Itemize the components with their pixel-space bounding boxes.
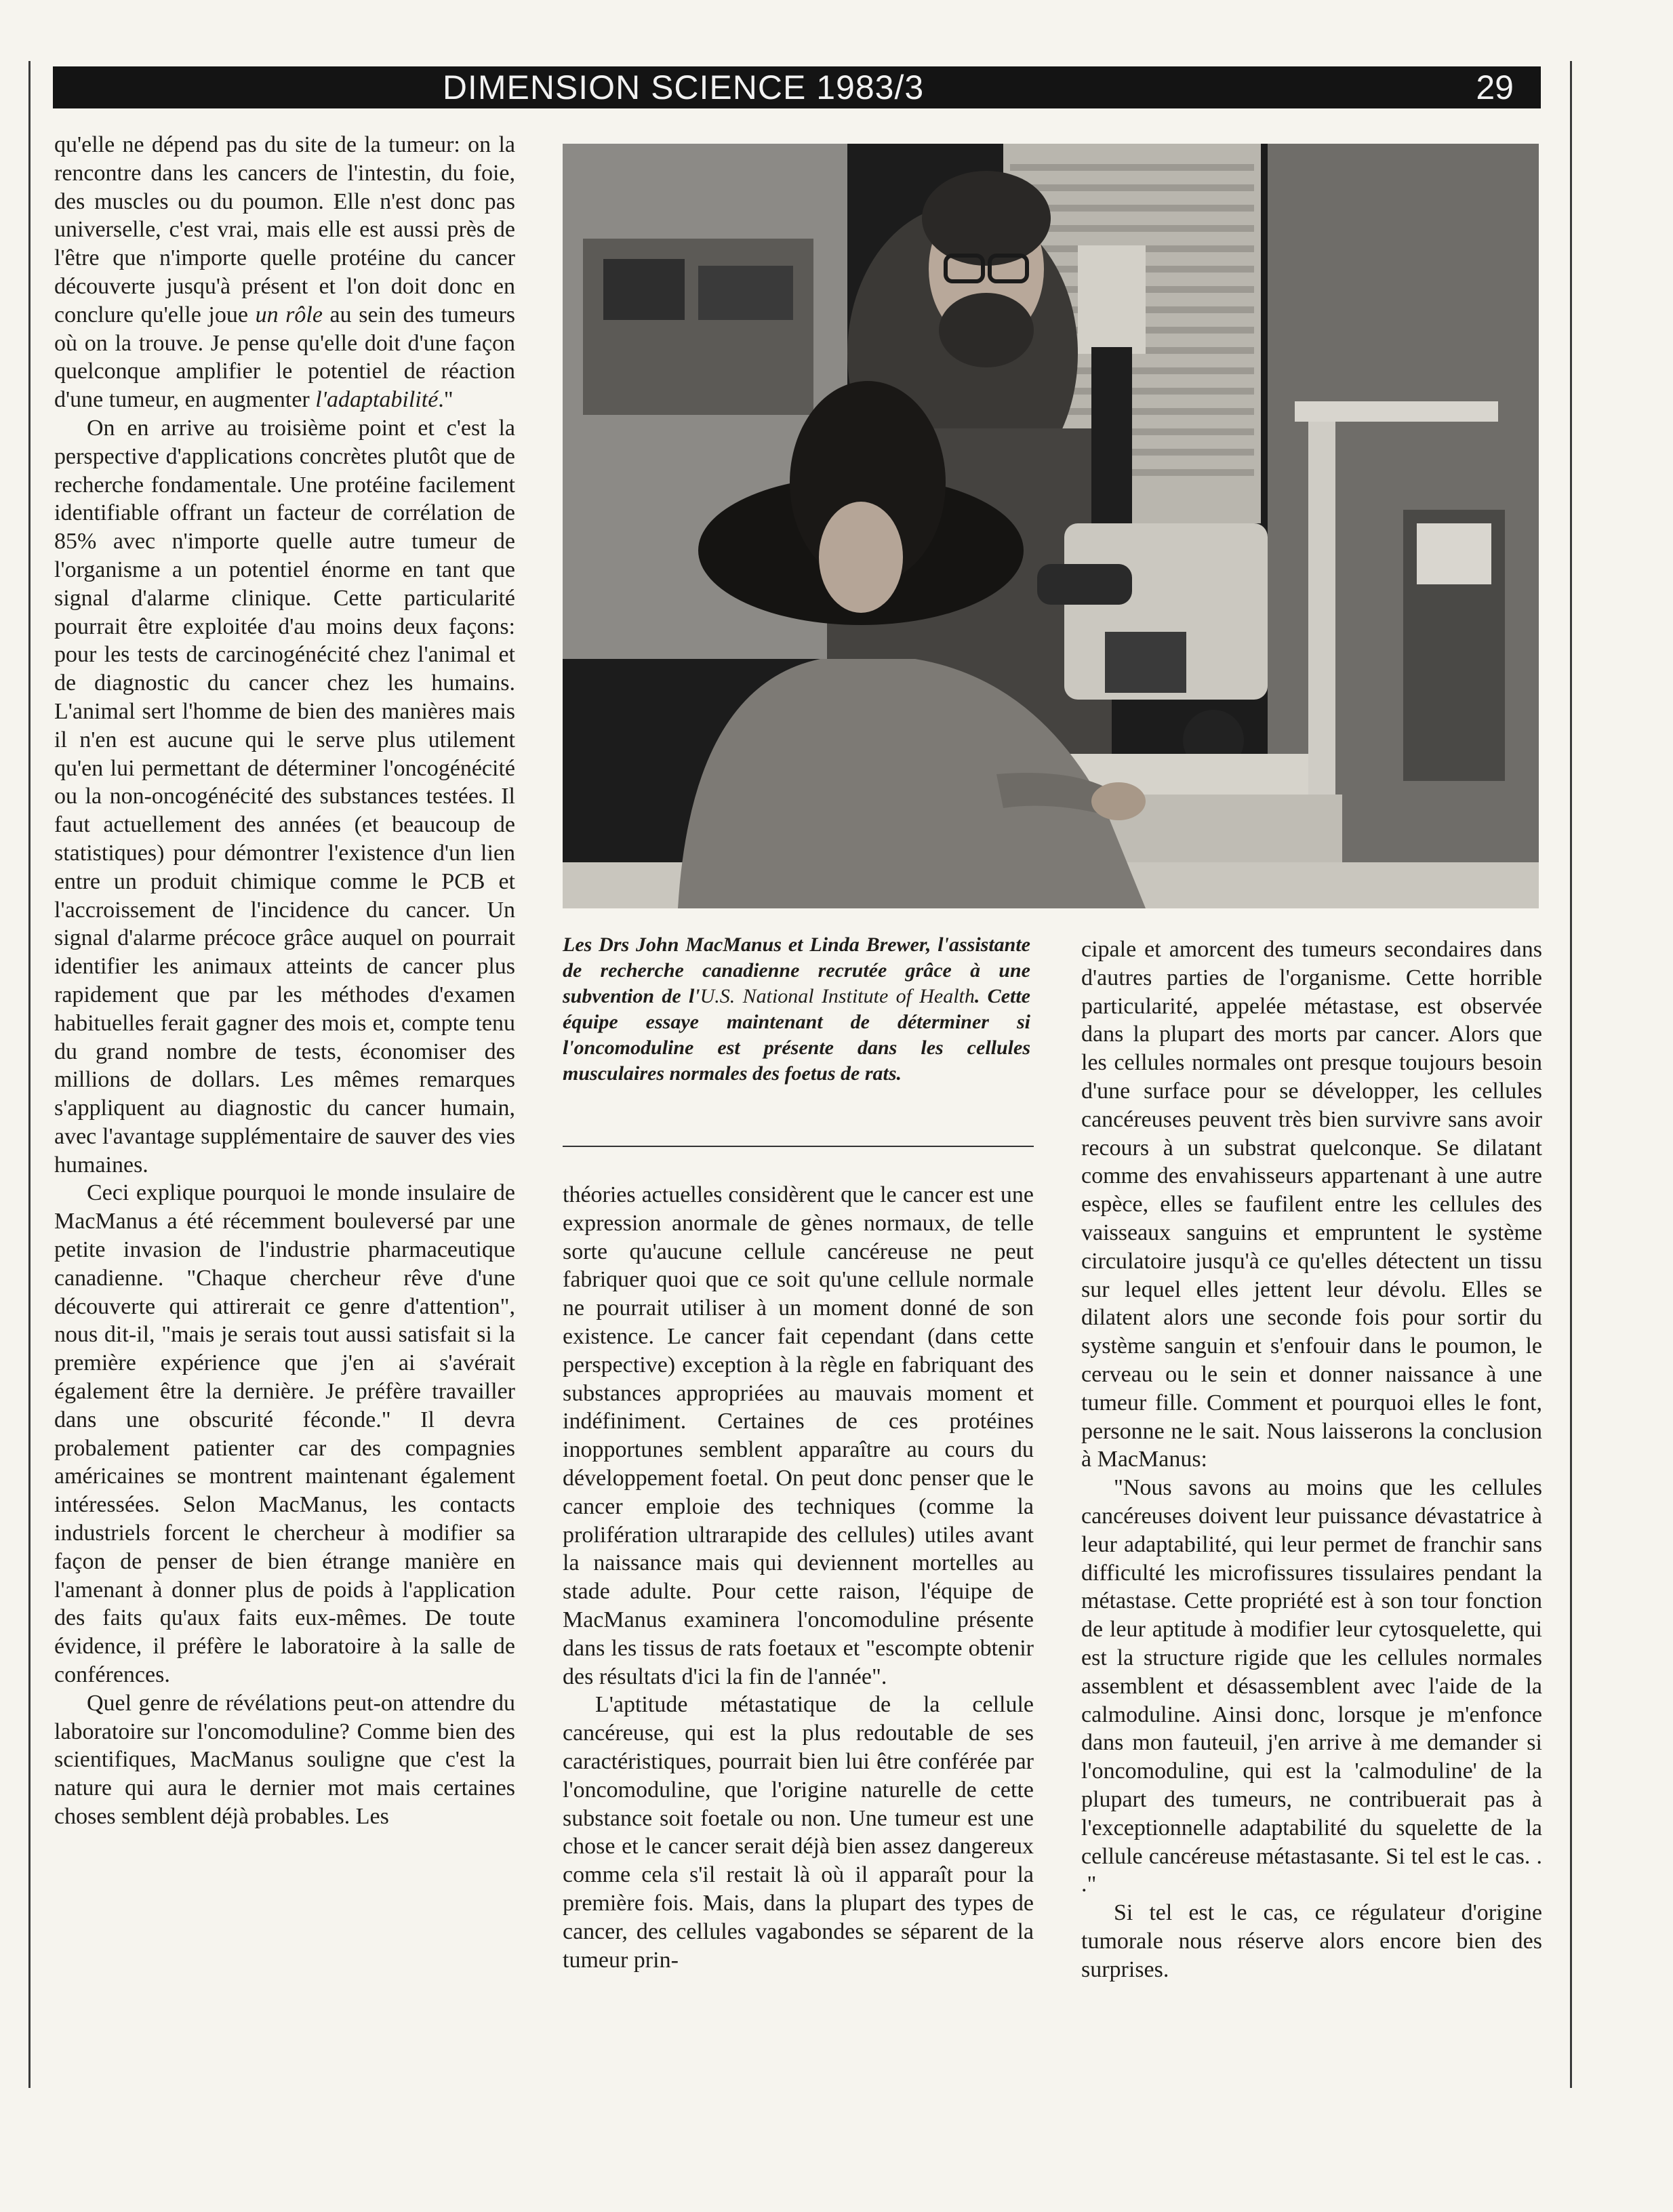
- paragraph: L'aptitude métastatique de la cellule cancéreuse, qui est la plus redoutable de ses caractéristiques, pourrait bien lui être conférée par l'oncomoduline, que l'origine naturelle de cette substance soit foetale ou non. Une tumeur est une chose et le cancer serait déjà bien assez dangereux comme cela s'il restait là où il apparaît pour la première fois. Mais, dans la plupart des types de cancer, des cellules vagabondes se séparent de la tumeur prin-: [563, 1692, 1034, 1973]
- paragraph: On en arrive au troisième point et c'est la perspective d'applications concrètes plutôt que de recherche fondamentale. Une protéine facilement identifiable offrant un facteur de corrélation de 85% avec n'importe quelle autre tumeur de l'organisme a un potentiel énorme en tant que signal d'alarme clinique. Cette particularité pourrait être exploitée d'au moins deux façons: pour les tests de carcinogénécité chez l'animal et de diagnostic du cancer chez les humains. L'animal sert l'homme de bien des manières mais il n'en est aucune qui le serve plus utilement qu'en lui permettant de déterminer l'oncogénécité ou la non-oncogénécité des substances testées. Il faut actuellement des années (et beaucoup de statistiques) pour démontrer l'existence d'un lien entre un produit chimique comme le PCB et l'accroissement de l'incidence du cancer. Un signal d'alarme précoce grâce auquel on pourrait identifier les animaux atteints de cancer plus rapidement que par les méthodes d'examen habituelles ferait gagner des mois et, compte tenu du grand nombre de tests, économiser des millions de dollars. Les mêmes remarques s'appliquent au diagnostic du cancer humain, avec l'avantage supplémentaire de sauver des vies humaines.: [54, 415, 515, 1178]
- journal-title: DIMENSION SCIENCE 1983/3: [442, 68, 925, 106]
- running-header: [53, 66, 1541, 108]
- column-right: [1081, 936, 1542, 1984]
- paragraph: qu'elle ne dépend pas du site de la tumeur: on la rencontre dans les cancers de l'intestin, du foie, des muscles ou du poumon. Elle n'est donc pas universelle, c'est vrai, mais elle est aussi près de l'être que n'importe quelle protéine du cancer découverte jusqu'à présent et l'on doit donc en conclure qu'elle joue un rôle au sein des tumeurs où on la trouve. Je pense qu'elle doit d'une façon quelconque amplifier le potentiel de réaction d'une tumeur, en augmenter l'adaptabilité.": [54, 132, 515, 413]
- column-left: [54, 131, 515, 1831]
- paragraph: Ceci explique pourquoi le monde insulaire de MacManus a été récemment bouleversé par une petite invasion de l'industrie pharmaceutique canadienne. "Chaque chercheur rêve d'une découverte qui attirerait ce genre d'attention", nous dit-il, "mais je serais tout aussi satisfait si la première expérience que j'en ai s'avérait également être la dernière. Je préfère travailler dans une obscurité féconde." Il devra probalement patienter car des compagnies américaines se montrent maintenant également intéressées. Selon MacManus, les contacts industriels forcent le chercheur à modifier sa façon de penser de bien étrange manière en l'amenant à donner plus de poids à l'application des faits qu'aux faits eux-mêmes. De toute évidence, il préfère le laboratoire à la salle de conférences.: [54, 1180, 515, 1688]
- paragraph: théories actuelles considèrent que le cancer est une expression anormale de gènes normaux, de telle sorte qu'aucune cellule cancéreuse ne peut fabriquer quoi que ce soit qu'une cellule normale ne pourrait utiliser à un moment donné de son existence. Le cancer fait cependant (dans cette perspective) exception à la règle en fabriquant des substances appropriées au mauvais moment et indéfiniment. Certaines de ces protéines inopportunes semblent apparaître au cours du développement foetal. On peut donc penser que le cancer emploie des techniques (comme la prolifération ultrarapide des cellules) utiles avant la naissance mais qui deviennent mortelles au stade adulte. Pour cette raison, l'équipe de MacManus examinera l'oncomoduline présente dans les tissus de rats foetaux et "escompte obtenir des résultats d'ici la fin de l'année".: [563, 1182, 1034, 1689]
- paragraph: Quel genre de révélations peut-on attendre du laboratoire sur l'oncomoduline? Comme bien des scientifiques, MacManus souligne que c'est la nature qui aura le dernier mot mais certaines choses semblent déjà probables. Les: [54, 1690, 515, 1830]
- column-middle: [563, 1181, 1034, 1974]
- paragraph: "Nous savons au moins que les cellules cancéreuses doivent leur puissance dévastatrice à leur adaptabilité, qui leur permet de franchir sans difficulté les microfissures tissulaires pendant la métastase. Cette propriété est à son tour fonction de leur aptitude à modifier leur cytosquelette, qui est la structure rigide que les cellules normales assemblent et désassemblent avec l'aide de la calmoduline. Ainsi donc, lorsque je m'enfonce dans mon fauteuil, j'en arrive à me demander si l'oncomoduline, qui est la 'calmoduline' de la plupart des tumeurs, ne contribuerait pas à l'exceptionnelle adaptabilité du squelette de la cellule cancéreuse métastasante. Si tel est le cas. . .": [1081, 1475, 1542, 1897]
- photo-caption: Les Drs John MacManus et Linda Brewer, l'assistante de recherche canadienne recrutée grâce à une subvention de l'U.S. National Institute of Health. Cette équipe essaye maintenant de déterminer si l'oncomoduline est présente dans les cellules musculaires normales des foetus de rats.: [563, 933, 1030, 1085]
- page-number: 29: [1476, 68, 1514, 106]
- lab-photo: [563, 144, 1539, 908]
- paragraph: cipale et amorcent des tumeurs secondaires dans d'autres parties de l'organisme. Cette horrible particularité, appelée métastase, est observée dans la plupart des morts par cancer. Alors que les cellules normales ont presque toujours besoin d'une surface pour se développer, les cellules cancéreuses peuvent très bien survivre sans avoir recours à un substrat quelconque. Se dilatant comme des envahisseurs appartenant à une autre espèce, elles se faufilent entre les cellules des vaisseaux sanguins et empruntent le système circulatoire jusqu'à ce qu'elles détectent un tissu sur lequel elles jettent leur dévolu. Elles se dilatent alors une seconde fois pour sortir du système sanguin et s'enfouir dans le poumon, le cerveau ou le sein et donner naissance à une tumeur fille. Comment et pourquoi elles le font, personne ne le sait. Nous laisserons la conclusion à MacManus:: [1081, 937, 1542, 1472]
- caption-divider: [563, 1146, 1034, 1147]
- left-margin-rule: [28, 61, 31, 2088]
- right-margin-rule: [1570, 61, 1572, 2088]
- paragraph: Si tel est le cas, ce régulateur d'origine tumorale nous réserve alors encore bien des surprises.: [1081, 1900, 1542, 1982]
- lab-photo-illustration: [563, 144, 1539, 908]
